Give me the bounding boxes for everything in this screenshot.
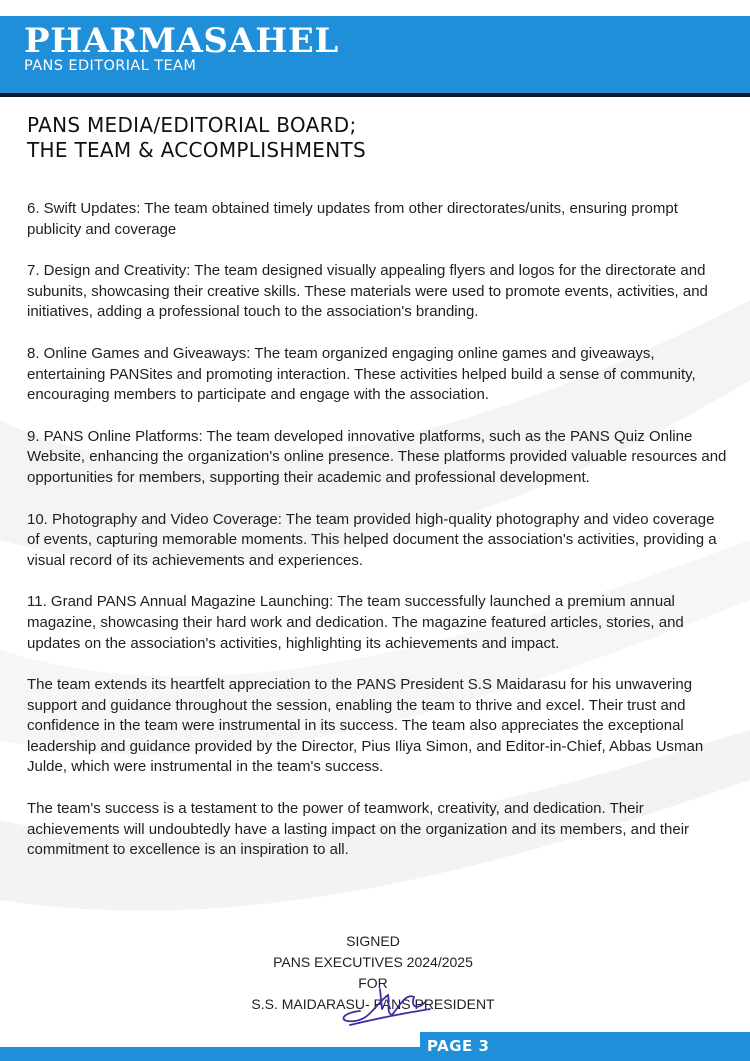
page-title	[27, 113, 527, 163]
paragraph: 8. Online Games and Giveaways: The team organized engaging online games and giveaways, entertaining PANSites and promoting interaction. These activities helped build a sense of community, encouraging members to participate and engage with the association.	[27, 344, 696, 404]
paragraph: The team's success is a testament to the power of teamwork, creativity, and dedication. Their achievements will undoubtedly have a lasting impact on the organization and its members, and their commitment to excellence is an inspiration to all.	[27, 800, 690, 859]
paragraph: The team extends its heartfelt appreciation to the PANS President S.S Maidarasu for his unwavering support and guidance throughout the session, enabling the team to thrive and excel. Their trust and confidence in the team were instrumental in its success. The team also appreciates the exceptional leadership and guidance provided by the Director, Pius Iliya Simon, and Editor-in-Chief, Abbas Usman Julde, which were instrumental in the team's success.	[27, 676, 704, 776]
executives-label: PANS EXECUTIVES 2024/2025	[273, 954, 473, 970]
footer-bar	[0, 1047, 420, 1061]
brand-title: PHARMASAHEL	[24, 21, 339, 61]
brand-subtitle: PANS EDITORIAL TEAM	[24, 58, 197, 74]
handwritten-signature	[330, 983, 440, 1033]
paragraph: 6. Swift Updates: The team obtained timely updates from other directorates/units, ensuring prompt publicity and coverage	[27, 200, 678, 238]
signed-label: SIGNED	[346, 933, 400, 949]
header-banner	[0, 16, 750, 97]
page-title-line-2: THE TEAM & ACCOMPLISHMENTS	[27, 138, 367, 162]
page-title-line-1: PANS MEDIA/EDITORIAL BOARD;	[27, 113, 357, 137]
president-name: S.S. MAIDARASU- PANS PRESIDENT	[251, 996, 495, 1012]
body-text	[27, 199, 727, 882]
paragraph: 9. PANS Online Platforms: The team developed innovative platforms, such as the PANS Quiz Online Website, enhancing the organization's online presence. These platforms provided valuable resources and opportunities for members, supporting their academic and professional development.	[27, 427, 727, 486]
for-label: FOR	[358, 975, 388, 991]
paragraph: 7. Design and Creativity: The team designed visually appealing flyers and logos for the directorate and subunits, showcasing their creative skills. These materials were used to promote events, activities, and initiatives, adding a professional touch to the association's branding.	[27, 262, 708, 321]
paragraph: 10. Photography and Video Coverage: The team provided high-quality photography and video coverage of events, capturing memorable moments. This helped document the association's activities, providing a visual record of its achievements and experiences.	[27, 510, 717, 569]
page-number: PAGE 3	[427, 1037, 490, 1055]
paragraph: 11. Grand PANS Annual Magazine Launching: The team successfully launched a premium annual magazine, showcasing their hard work and dedication. The magazine featured articles, stories, and updates on the association's activities, highlighting its achievements and impact.	[27, 593, 684, 652]
